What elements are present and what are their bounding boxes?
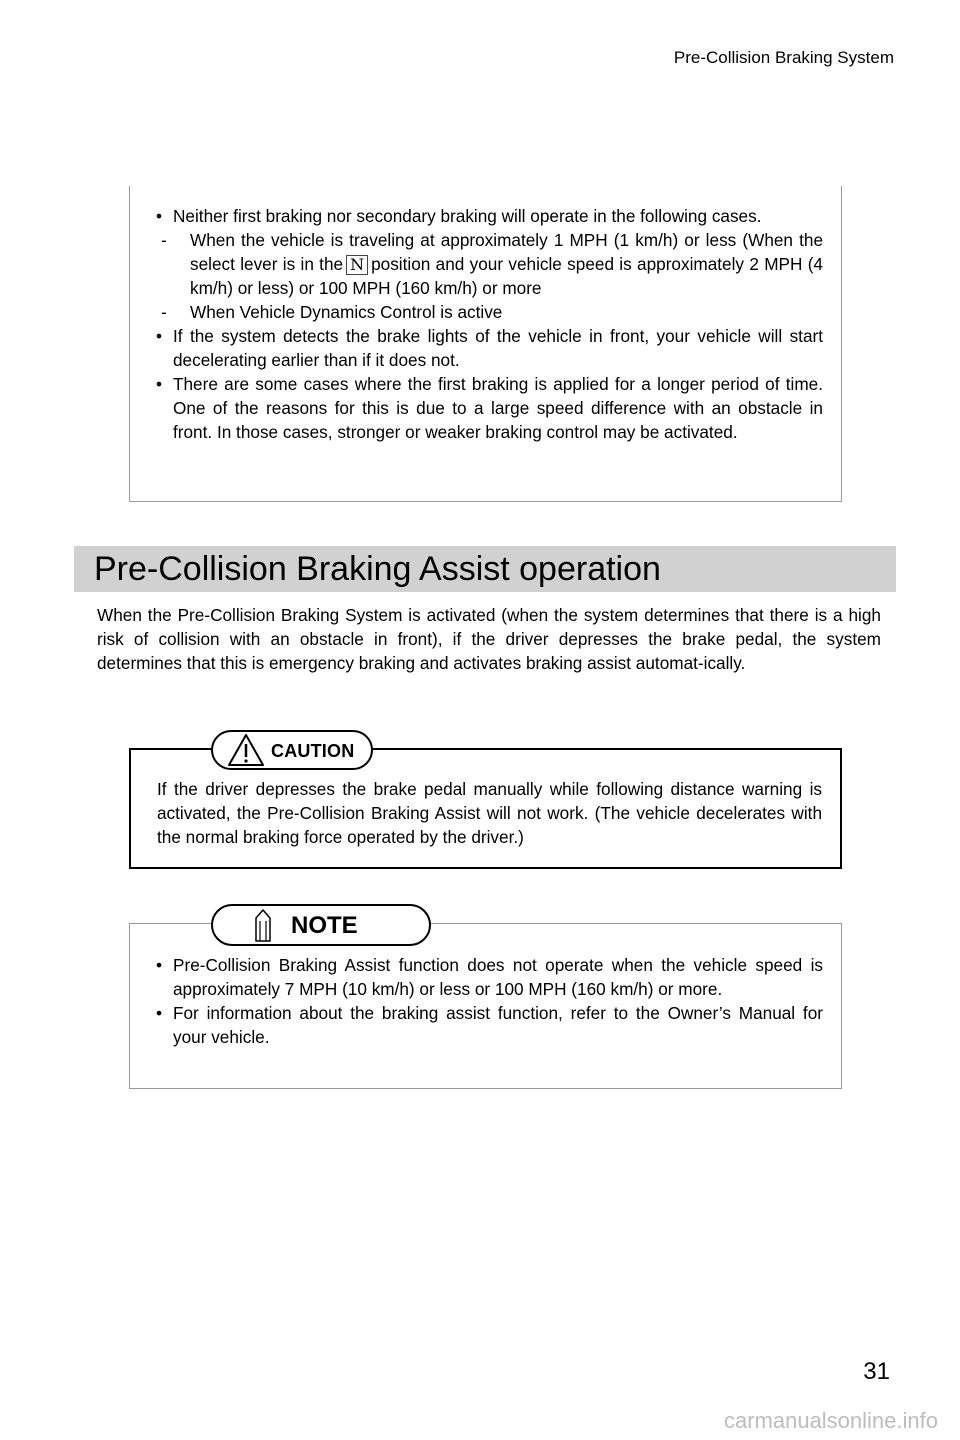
bullet-text: There are some cases where the first braking is applied for a longer period of time. One of the reasons for this is due to a large speed difference with an obstacle in front. In those cases, stronger or weaker braking control may be activated.	[173, 374, 823, 442]
bullet-item	[156, 372, 823, 444]
running-header: Pre-Collision Braking System	[673, 48, 894, 67]
bullet-glyph: •	[156, 1003, 163, 1023]
info-box	[129, 186, 842, 502]
section-title: Pre-Collision Braking Assist operation	[94, 550, 661, 588]
bullet-item	[156, 1001, 823, 1049]
bullet-item	[156, 324, 823, 372]
sub-text-part2: position and your vehicle speed is approximately 2 MPH (4 km/h) or less) or 100 MPH (160 km/h) or more	[190, 254, 823, 298]
caution-text: If the driver depresses the brake pedal manually while following distance warning is activated, the Pre-Collision Braking Assist will not work. (The vehicle decelerates with the normal braking force operated by the driver.)	[157, 779, 822, 847]
info-box-content	[156, 204, 823, 444]
bullet-glyph: •	[156, 955, 163, 975]
bullet-text: For information about the braking assist function, refer to the Owner’s Manual for your vehicle.	[173, 1003, 823, 1047]
bullet-text: Neither first braking nor secondary braking will operate in the following cases.	[173, 206, 762, 226]
watermark: carmanualsonline.info	[723, 1408, 938, 1433]
bullet-text: Pre-Collision Braking Assist function does not operate when the vehicle speed is approximately 7 MPH (10 km/h) or less or 100 MPH (160 km/h) or more.	[173, 955, 823, 999]
caution-tab	[211, 730, 373, 770]
note-icon	[250, 908, 276, 944]
note-label: NOTE	[291, 912, 358, 939]
sub-item	[156, 300, 823, 324]
sub-text-part1: When the vehicle is traveling at approximately 1 MPH (1 km/h) or less (When the select lever is in the	[190, 230, 823, 274]
shift-position-n-key: N	[346, 255, 368, 275]
caution-label: CAUTION	[271, 741, 355, 761]
intro-paragraph: When the Pre-Collision Braking System is activated (when the system determines that there is a high risk of collision with an obstacle in front), if the driver depresses the brake pedal, the system determines that this is emergency braking and activates braking assist automat-ically.	[97, 605, 881, 673]
page-number: 31	[863, 1358, 890, 1385]
sub-text: When Vehicle Dynamics Control is active	[190, 302, 503, 322]
note-box	[129, 923, 842, 1089]
note-tab	[211, 904, 431, 946]
dash-glyph: -	[161, 302, 167, 322]
warning-triangle-icon	[227, 733, 265, 767]
bullet-glyph: •	[156, 326, 163, 346]
bullet-text: If the system detects the brake lights of the vehicle in front, your vehicle will start decelerating earlier than if it does not.	[173, 326, 823, 370]
section-heading-band	[74, 546, 896, 592]
bullet-item	[156, 204, 823, 228]
dash-glyph: -	[161, 230, 167, 250]
bullet-glyph: •	[156, 206, 163, 226]
bullet-item	[156, 953, 823, 1001]
note-content	[156, 953, 823, 1049]
sub-item	[156, 228, 823, 300]
bullet-glyph: •	[156, 374, 163, 394]
